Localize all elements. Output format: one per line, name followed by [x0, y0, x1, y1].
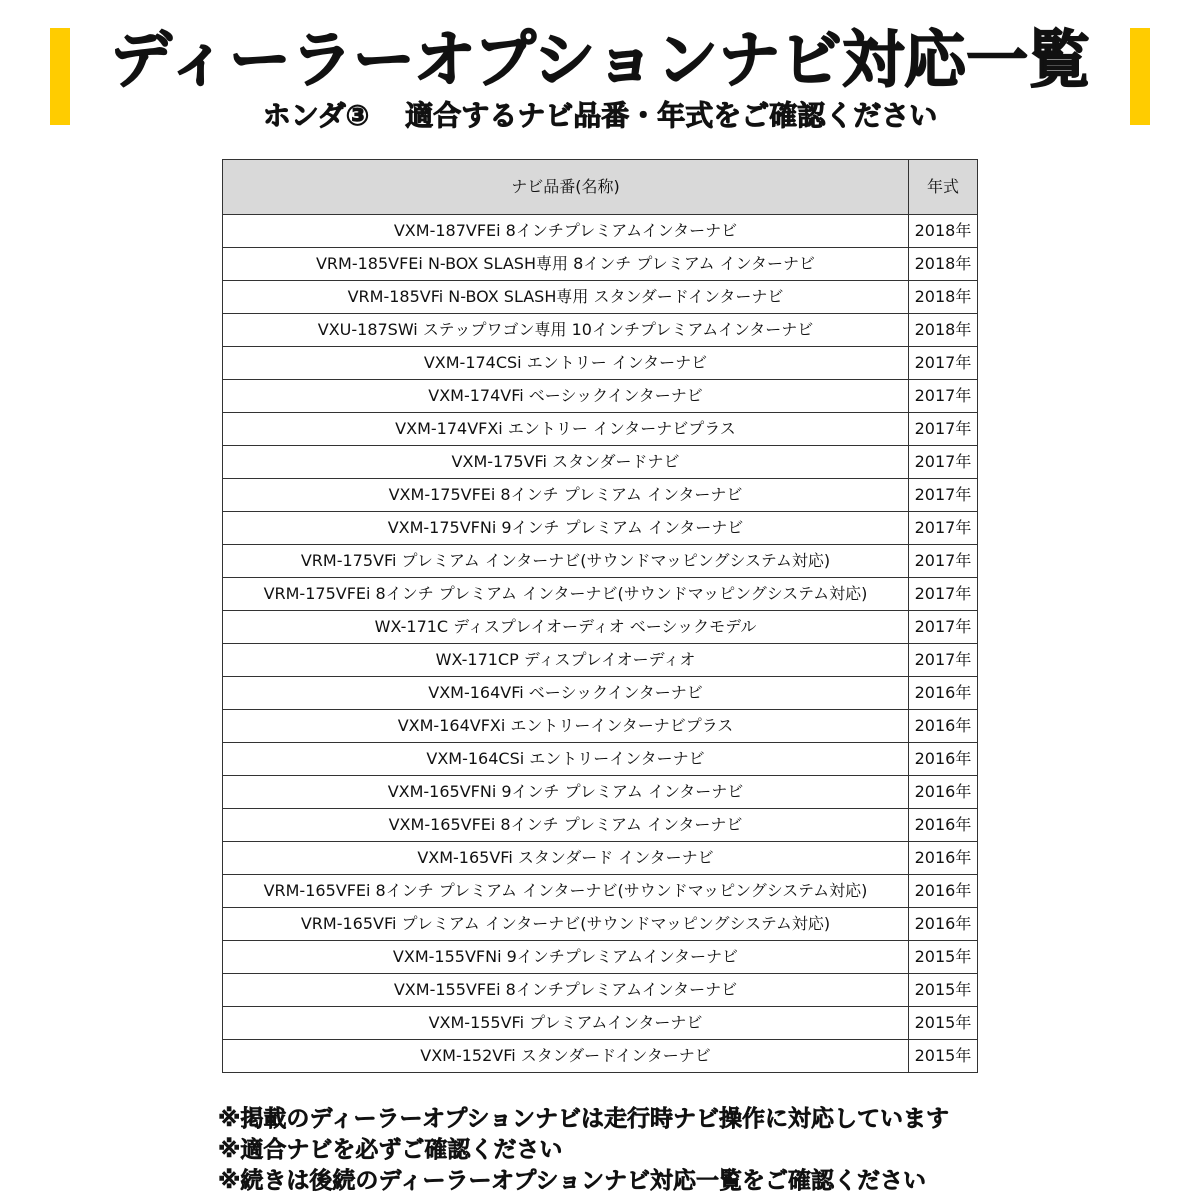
table-row	[223, 314, 978, 347]
year-cell: 2017年	[909, 578, 978, 611]
year-cell: 2016年	[909, 875, 978, 908]
year-cell: 2017年	[909, 545, 978, 578]
table-row	[223, 512, 978, 545]
model-cell: VXU-187SWi ステップワゴン専用 10インチプレミアムインターナビ	[223, 314, 909, 347]
year-cell: 2016年	[909, 677, 978, 710]
table-row	[223, 644, 978, 677]
table-row	[223, 809, 978, 842]
table-row	[223, 743, 978, 776]
model-cell: VXM-165VFi スタンダード インターナビ	[223, 842, 909, 875]
accent-bar-right	[1130, 28, 1150, 125]
model-cell: VXM-164VFi ベーシックインターナビ	[223, 677, 909, 710]
model-cell: VRM-165VFEi 8インチ プレミアム インターナビ(サウンドマッピングシステム対応)	[223, 875, 909, 908]
model-cell: VRM-185VFi N-BOX SLASH専用 スタンダードインターナビ	[223, 281, 909, 314]
table-row	[223, 248, 978, 281]
model-cell: VXM-165VFNi 9インチ プレミアム インターナビ	[223, 776, 909, 809]
year-cell: 2016年	[909, 743, 978, 776]
year-cell: 2018年	[909, 215, 978, 248]
model-cell: VXM-152VFi スタンダードインターナビ	[223, 1040, 909, 1073]
model-cell: VXM-187VFEi 8インチプレミアムインターナビ	[223, 215, 909, 248]
model-cell: WX-171C ディスプレイオーディオ ベーシックモデル	[223, 611, 909, 644]
year-cell: 2016年	[909, 908, 978, 941]
year-cell: 2017年	[909, 611, 978, 644]
table-row	[223, 611, 978, 644]
table-row	[223, 974, 978, 1007]
table-row	[223, 1007, 978, 1040]
accent-bar-left	[50, 28, 70, 125]
year-cell: 2017年	[909, 512, 978, 545]
page-title: ディーラーオプションナビ対応一覧	[109, 23, 1091, 96]
model-cell: VXM-175VFNi 9インチ プレミアム インターナビ	[223, 512, 909, 545]
subtitle-text: 適合するナビ品番・年式をご確認ください	[405, 99, 938, 132]
model-cell: VXM-155VFEi 8インチプレミアムインターナビ	[223, 974, 909, 1007]
model-cell: VRM-175VFi プレミアム インターナビ(サウンドマッピングシステム対応)	[223, 545, 909, 578]
note: ※続きは後続のディーラーオプションナビ対応一覧をご確認ください	[218, 1168, 926, 1194]
year-cell: 2017年	[909, 347, 978, 380]
table-row	[223, 281, 978, 314]
table-row	[223, 380, 978, 413]
model-cell: VXM-174VFXi エントリー インターナビプラス	[223, 413, 909, 446]
table-row	[223, 1040, 978, 1073]
model-cell: VRM-185VFEi N-BOX SLASH専用 8インチ プレミアム インターナビ	[223, 248, 909, 281]
table-row	[223, 479, 978, 512]
year-cell: 2015年	[909, 974, 978, 1007]
notes	[218, 1104, 1188, 1197]
model-cell: VXM-175VFEi 8インチ プレミアム インターナビ	[223, 479, 909, 512]
table-row	[223, 842, 978, 875]
model-cell: VXM-155VFNi 9インチプレミアムインターナビ	[223, 941, 909, 974]
model-cell: VXM-175VFi スタンダードナビ	[223, 446, 909, 479]
model-cell: VRM-165VFi プレミアム インターナビ(サウンドマッピングシステム対応)	[223, 908, 909, 941]
table-row	[223, 710, 978, 743]
table-row	[223, 677, 978, 710]
model-cell: VXM-174VFi ベーシックインターナビ	[223, 380, 909, 413]
note: ※適合ナビを必ずご確認ください	[218, 1137, 563, 1163]
table-row	[223, 215, 978, 248]
year-cell: 2016年	[909, 809, 978, 842]
table-row	[223, 578, 978, 611]
column-header-year: 年式	[909, 160, 978, 215]
year-cell: 2016年	[909, 842, 978, 875]
model-cell: WX-171CP ディスプレイオーディオ	[223, 644, 909, 677]
model-cell: VRM-175VFEi 8インチ プレミアム インターナビ(サウンドマッピングシステム対応)	[223, 578, 909, 611]
year-cell: 2016年	[909, 710, 978, 743]
year-cell: 2017年	[909, 644, 978, 677]
model-cell: VXM-165VFEi 8インチ プレミアム インターナビ	[223, 809, 909, 842]
year-cell: 2015年	[909, 1007, 978, 1040]
table-row	[223, 941, 978, 974]
year-cell: 2018年	[909, 248, 978, 281]
model-cell: VXM-164VFXi エントリーインターナビプラス	[223, 710, 909, 743]
model-cell: VXM-164CSi エントリーインターナビ	[223, 743, 909, 776]
year-cell: 2018年	[909, 281, 978, 314]
table-row	[223, 875, 978, 908]
table-row	[223, 776, 978, 809]
year-cell: 2017年	[909, 479, 978, 512]
column-header-model: ナビ品番(名称)	[223, 160, 909, 215]
year-cell: 2017年	[909, 446, 978, 479]
subtitle-brand: ホンダ③	[262, 99, 370, 132]
table-row	[223, 446, 978, 479]
year-cell: 2018年	[909, 314, 978, 347]
table-row	[223, 413, 978, 446]
model-cell: VXM-174CSi エントリー インターナビ	[223, 347, 909, 380]
year-cell: 2017年	[909, 380, 978, 413]
table-row	[223, 545, 978, 578]
table-row	[223, 908, 978, 941]
year-cell: 2015年	[909, 1040, 978, 1073]
table-row	[223, 347, 978, 380]
note: ※掲載のディーラーオプションナビは走行時ナビ操作に対応しています	[218, 1106, 949, 1132]
page-subtitle	[72, 99, 1128, 133]
year-cell: 2016年	[909, 776, 978, 809]
year-cell: 2017年	[909, 413, 978, 446]
model-cell: VXM-155VFi プレミアムインターナビ	[223, 1007, 909, 1040]
year-cell: 2015年	[909, 941, 978, 974]
compatibility-table	[222, 159, 978, 1073]
